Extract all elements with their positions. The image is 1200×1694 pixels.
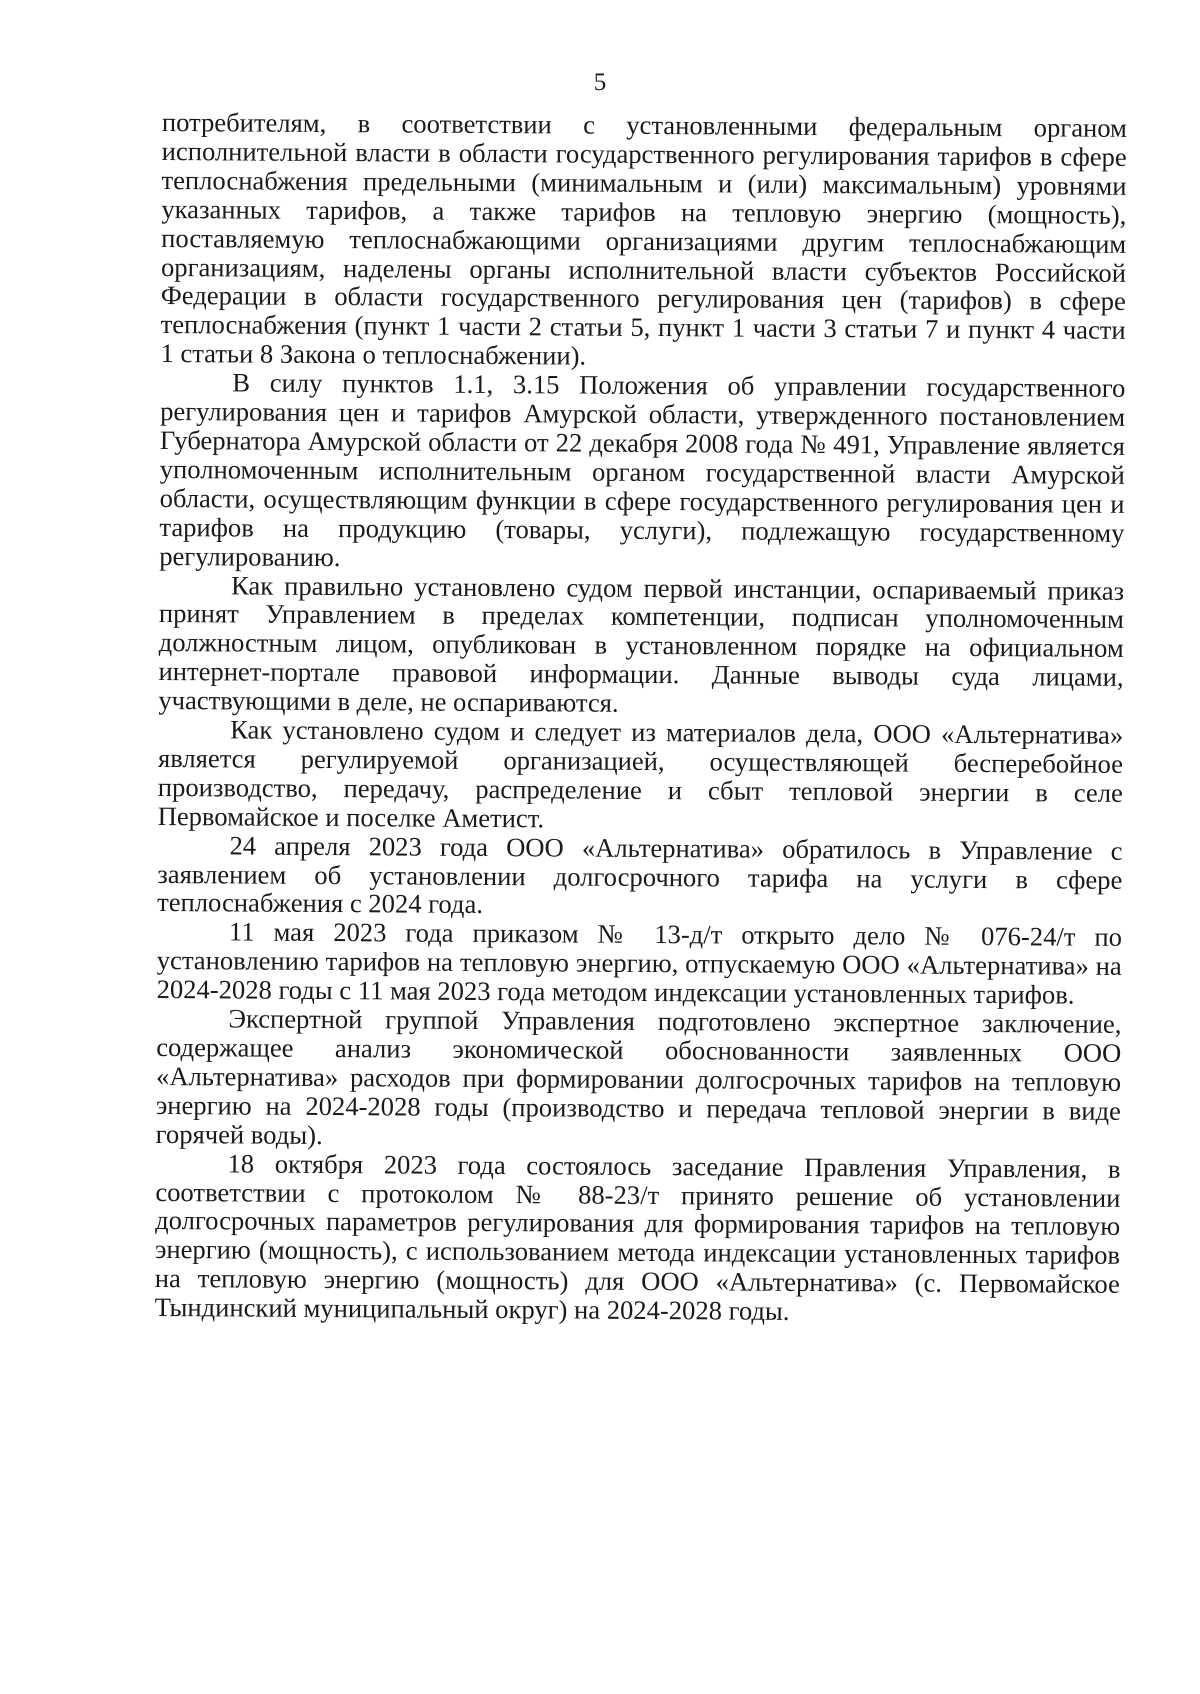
document-body — [155, 108, 1127, 1328]
paragraph-order-legitimacy: Как правильно установлено судом первой инстанции, оспариваемый приказ принят Управлением в пределах компетенции, подписан уполномоченным должностным лицом, опубликован в установленном порядке на официальном интернет-портале правовой информации. Данные выводы суда лицами, участвующими в деле, не оспариваются. — [158, 569, 1125, 718]
paragraph-board-meeting: 18 октября 2023 года состоялось заседание Правления Управления, в соответствии с протоколом № 88-23/т принято решение об установлении долгосрочных параметров регулирования для формирования тарифов на тепловую энергию (мощность), с использованием метода индексации установленных тарифов на тепловую энергию (мощность) для ООО «Альтернатива» (с. Первомайское Тындинский муниципальный округ) на 2024-2028 годы. — [154, 1148, 1121, 1327]
paragraph-case-opened: 11 мая 2023 года приказом № 13-д/т открыто дело № 076-24/т по установлению тарифов на тепловую энергию, отпускаемую ООО «Альтернатива» на 2024-2028 годы с 11 мая 2023 года методом индексации установленных тарифов. — [156, 916, 1123, 1010]
paragraph-application-date: 24 апреля 2023 года ООО «Альтернатива» обратилось в Управление с заявлением об установлении долгосрочного тарифа на услуги в сфере теплоснабжения с 2024 года. — [157, 830, 1123, 920]
paragraph-expert-conclusion: Экспертной группой Управления подготовлено экспертное заключение, содержащее анализ экономической обоснованности заявленных ООО «Альтернатива» расходов при формировании долгосрочных тарифов на тепловую энергию на 2024-2028 годы (производство и передача тепловой энергии в виде горячей воды). — [155, 1003, 1122, 1150]
paragraph-continuation: потребителям, в соответствии с установленными федеральным органом исполнительной власти в области государственного регулирования тарифов в сфере теплоснабжения предельными (минимальным и (или) максимальным) уровнями указанных тарифов, а также тарифов на тепловую энергию (мощность), поставляемую теплоснабжающими организациями другим теплоснабжающим организациям, наделены органы исполнительной власти субъектов Российской Федерации в области государственного регулирования цен (тарифов) в сфере теплоснабжения (пункт 1 части 2 статьи 5, пункт 1 части 3 статьи 7 и пункт 4 части 1 статьи 8 Закона о теплоснабжении). — [160, 107, 1127, 371]
paragraph-regulated-organization: Как установлено судом и следует из материалов дела, ООО «Альтернатива» является регулируемой организацией, осуществляющей бесперебойное производство, передачу, распределение и сбыт тепловой энергии в селе Первомайское и поселке Аметист. — [157, 714, 1124, 834]
page-number: 5 — [593, 69, 607, 96]
paragraph-regulation-authority: В силу пунктов 1.1, 3.15 Положения об управлении государственного регулирования цен и тарифов Амурской области, утвержденного постановлением Губернатора Амурской области от 22 декабря 2008 года № 491, Управление является уполномоченным исполнительным органом государственной власти Амурской области, осуществляющим функции в сфере государственного регулирования цен и тарифов на продукцию (товары, услуги), подлежащую государственному регулированию. — [159, 367, 1126, 572]
